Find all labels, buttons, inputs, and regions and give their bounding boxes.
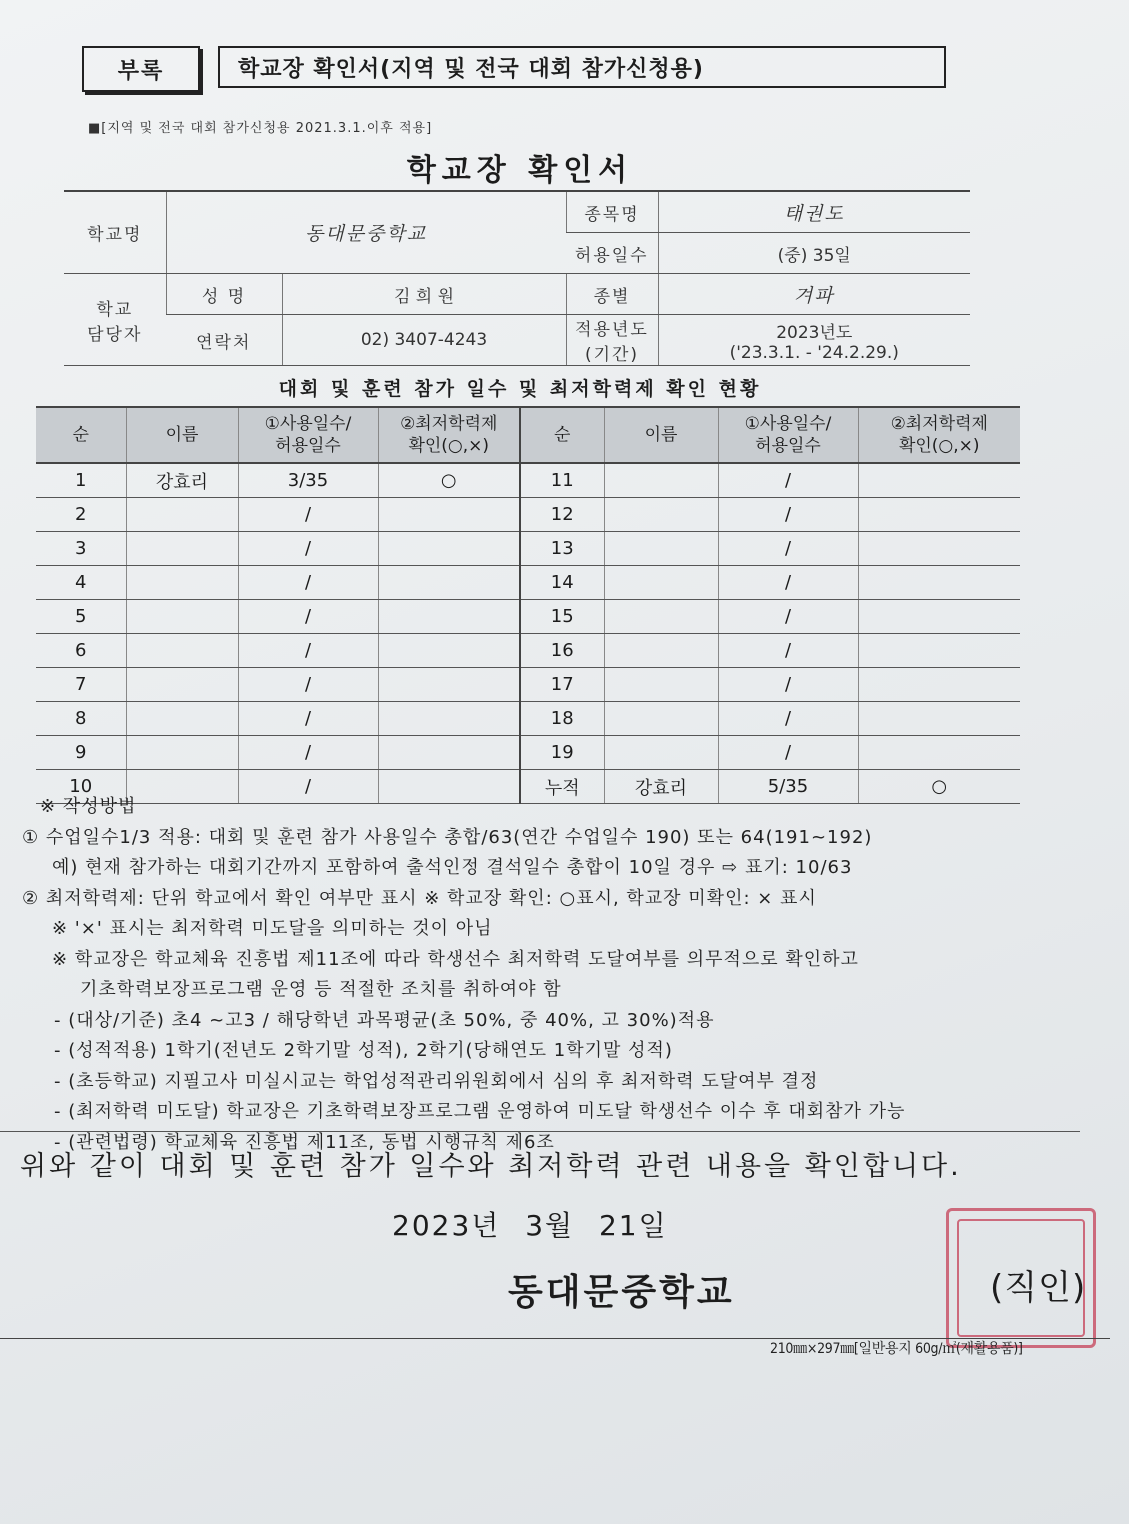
row-days-right: /: [718, 498, 858, 532]
row-min-left: ○: [378, 463, 520, 498]
type-value: 겨파: [658, 274, 970, 315]
header-days-line2: 허용일수: [755, 436, 821, 456]
row-min-right: ○: [858, 770, 1020, 804]
row-days-right: /: [718, 463, 858, 498]
row-name-right: [604, 600, 718, 634]
notes: [22, 792, 1072, 1158]
header-days-line1: ①사용일수/: [264, 413, 352, 434]
header-min-line2: 확인(○,×): [408, 436, 490, 456]
row-name-left: [126, 532, 238, 566]
row-name-right: [604, 702, 718, 736]
note-line: ※ '×' 표시는 최저학력 미도달을 의미하는 것이 아님: [52, 918, 493, 939]
row-days-left: /: [238, 498, 378, 532]
header-name-left: 이름: [126, 407, 238, 463]
row-name-left: [126, 566, 238, 600]
row-min-right: [858, 566, 1020, 600]
row-no-right: 12: [520, 498, 604, 532]
allowed-label: 허용일수: [566, 233, 658, 274]
participation-rows: [36, 463, 1020, 804]
doc-title: 학교장 확인서: [406, 153, 634, 188]
contact-label: 연락처: [166, 315, 282, 366]
row-days-right: /: [718, 736, 858, 770]
header-min-line1: ②최저학력제: [890, 413, 988, 434]
row-min-right: [858, 600, 1020, 634]
note-line: ① 수업일수1/3 적용: 대회 및 훈련 참가 사용일수 총합/63(연간 수업일수 190) 또는 64(191~192): [22, 826, 873, 848]
row-min-right: [858, 736, 1020, 770]
table-row: [36, 498, 1020, 532]
header-name-right: 이름: [604, 407, 718, 463]
header-no-right: 순: [520, 407, 604, 463]
row-no-left: 9: [36, 736, 126, 770]
name-value: 김 희 원: [282, 274, 566, 315]
row-no-right: 15: [520, 600, 604, 634]
note-line: - (초등학교) 지필고사 미실시교는 학업성적관리위원회에서 심의 후 최저학력 도달여부 결정: [54, 1070, 819, 1092]
note-line: 예) 현재 참가하는 대회기간까지 포함하여 출석인정 결석일수 총합이 10일 경우 ⇨ 표기: 10/63: [52, 857, 853, 878]
row-min-left: [378, 498, 520, 532]
row-name-left: [126, 736, 238, 770]
contact-value: 02) 3407-4243: [282, 315, 566, 366]
year-value-line2: ('23.3.1. - '24.2.29.): [729, 342, 899, 363]
row-days-right: /: [718, 634, 858, 668]
row-days-left: /: [238, 702, 378, 736]
school-label: 학교명: [64, 191, 166, 274]
info-table: [64, 190, 970, 366]
row-min-left: [378, 566, 520, 600]
row-days-left: /: [238, 566, 378, 600]
divider: [0, 1131, 1080, 1132]
year-label-line2: (기간): [584, 345, 640, 365]
row-no-right: 누적: [520, 770, 604, 804]
year-value-line1: 2023년도: [776, 322, 853, 343]
staff-label-line1: 학교: [96, 299, 134, 320]
note-line: 기초학력보장프로그램 운영 등 적절한 조치를 취하여야 함: [80, 979, 562, 1000]
row-min-left: [378, 634, 520, 668]
table-row: [36, 532, 1020, 566]
header-min-line1: ②최저학력제: [400, 413, 498, 434]
row-no-left: 8: [36, 702, 126, 736]
row-no-left: 2: [36, 498, 126, 532]
sport-label: 종목명: [566, 191, 658, 233]
header-days-line1: ①사용일수/: [744, 413, 832, 434]
school-signature: 동대문중학교: [508, 1272, 735, 1313]
row-name-left: [126, 600, 238, 634]
row-no-right: 13: [520, 532, 604, 566]
header-title: 학교장 확인서(지역 및 전국 대회 참가신청용): [218, 46, 946, 88]
row-min-right: [858, 634, 1020, 668]
table-row: [36, 600, 1020, 634]
row-days-left: /: [238, 532, 378, 566]
row-days-left: /: [238, 770, 378, 804]
row-name-left: [126, 702, 238, 736]
year-label: [566, 315, 658, 366]
row-days-right: /: [718, 600, 858, 634]
row-days-left: /: [238, 634, 378, 668]
row-min-left: [378, 702, 520, 736]
sport-value: 태권도: [658, 191, 970, 233]
paper-spec: 210㎜×297㎜[일반용지 60g/㎡(재활용품)]: [770, 1341, 1023, 1357]
school-value: 동대문중학교: [166, 191, 566, 274]
type-label: 종별: [566, 274, 658, 315]
row-min-right: [858, 463, 1020, 498]
name-label: 성 명: [166, 274, 282, 315]
year-value: [658, 315, 970, 366]
issue-date: 2023년 3월 21일: [392, 1209, 668, 1242]
row-min-left: [378, 600, 520, 634]
table-row: [36, 702, 1020, 736]
section-title: 대회 및 훈련 참가 일수 및 최저학력제 확인 현황: [278, 378, 762, 400]
row-days-left: /: [238, 736, 378, 770]
note-line: - (대상/기준) 초4 ~고3 / 해당학년 과목평균(초 50%, 중 40%, 고 30%)적용: [54, 1009, 715, 1031]
table-row: [36, 668, 1020, 702]
row-no-right: 17: [520, 668, 604, 702]
row-no-right: 18: [520, 702, 604, 736]
row-min-left: [378, 668, 520, 702]
row-no-right: 16: [520, 634, 604, 668]
row-name-right: [604, 566, 718, 600]
row-no-left: 7: [36, 668, 126, 702]
row-days-left: /: [238, 600, 378, 634]
row-days-left: /: [238, 668, 378, 702]
row-min-right: [858, 702, 1020, 736]
table-row: [36, 736, 1020, 770]
row-days-right: 5/35: [718, 770, 858, 804]
row-days-right: /: [718, 566, 858, 600]
confirm-statement: 위와 같이 대회 및 훈련 참가 일수와 최저학력 관련 내용을 확인합니다.: [20, 1151, 962, 1182]
row-name-right: [604, 736, 718, 770]
year-label-line1: 적용년도: [575, 320, 649, 340]
note-line: - (관련법령) 학교체육 진흥법 제11조, 동법 시행규칙 제6조: [54, 1131, 555, 1153]
header-min-line2: 확인(○,×): [898, 436, 980, 456]
row-min-right: [858, 668, 1020, 702]
row-no-right: 11: [520, 463, 604, 498]
notes-heading: ※ 작성방법: [40, 796, 137, 817]
row-name-left: [126, 498, 238, 532]
row-name-left: [126, 634, 238, 668]
staff-label-line2: 담당자: [87, 324, 143, 345]
header-no-left: 순: [36, 407, 126, 463]
row-no-right: 14: [520, 566, 604, 600]
allowed-value: (중) 35일: [658, 233, 970, 274]
row-name-right: [604, 532, 718, 566]
row-name-right: [604, 498, 718, 532]
header-days-right: [718, 407, 858, 463]
seal-label: (직인): [990, 1268, 1087, 1308]
row-min-right: [858, 532, 1020, 566]
header-days-left: [238, 407, 378, 463]
row-no-left: 4: [36, 566, 126, 600]
note-line: ※ 학교장은 학교체육 진흥법 제11조에 따라 학생선수 최저학력 도달여부를 의무적으로 확인하고: [52, 948, 859, 970]
row-name-right: [604, 668, 718, 702]
header-min-right: [858, 407, 1020, 463]
participation-table: [36, 406, 1020, 804]
header-days-line2: 허용일수: [275, 436, 341, 456]
note-line: ② 최저학력제: 단위 학교에서 확인 여부만 표시 ※ 학교장 확인: ○표시, 학교장 미확인: × 표시: [22, 887, 817, 909]
row-min-left: [378, 532, 520, 566]
row-no-left: 3: [36, 532, 126, 566]
header-min-left: [378, 407, 520, 463]
row-name-right: 강효리: [604, 770, 718, 804]
usage-note: ■[지역 및 전국 대회 참가신청용 2021.3.1.이후 적용]: [88, 121, 433, 136]
appendix-label: 부록: [82, 46, 200, 92]
table-row: [36, 634, 1020, 668]
row-name-right: [604, 634, 718, 668]
row-no-left: 5: [36, 600, 126, 634]
row-no-left: 1: [36, 463, 126, 498]
note-line: - (성적적용) 1학기(전년도 2학기말 성적), 2학기(당해연도 1학기말 성적): [54, 1040, 673, 1061]
row-min-right: [858, 498, 1020, 532]
row-name-right: [604, 463, 718, 498]
row-name-left: 강효리: [126, 463, 238, 498]
row-days-right: /: [718, 532, 858, 566]
row-no-left: 6: [36, 634, 126, 668]
row-no-right: 19: [520, 736, 604, 770]
staff-label: [64, 274, 166, 366]
note-line: - (최저학력 미도달) 학교장은 기초학력보장프로그램 운영하여 미도달 학생선수 이수 후 대회참가 가능: [54, 1101, 906, 1122]
row-days-left: 3/35: [238, 463, 378, 498]
row-no-left: 10: [36, 770, 126, 804]
row-name-left: [126, 668, 238, 702]
table-row: [36, 566, 1020, 600]
row-days-right: /: [718, 668, 858, 702]
row-min-left: [378, 736, 520, 770]
row-days-right: /: [718, 702, 858, 736]
table-row: [36, 463, 1020, 498]
